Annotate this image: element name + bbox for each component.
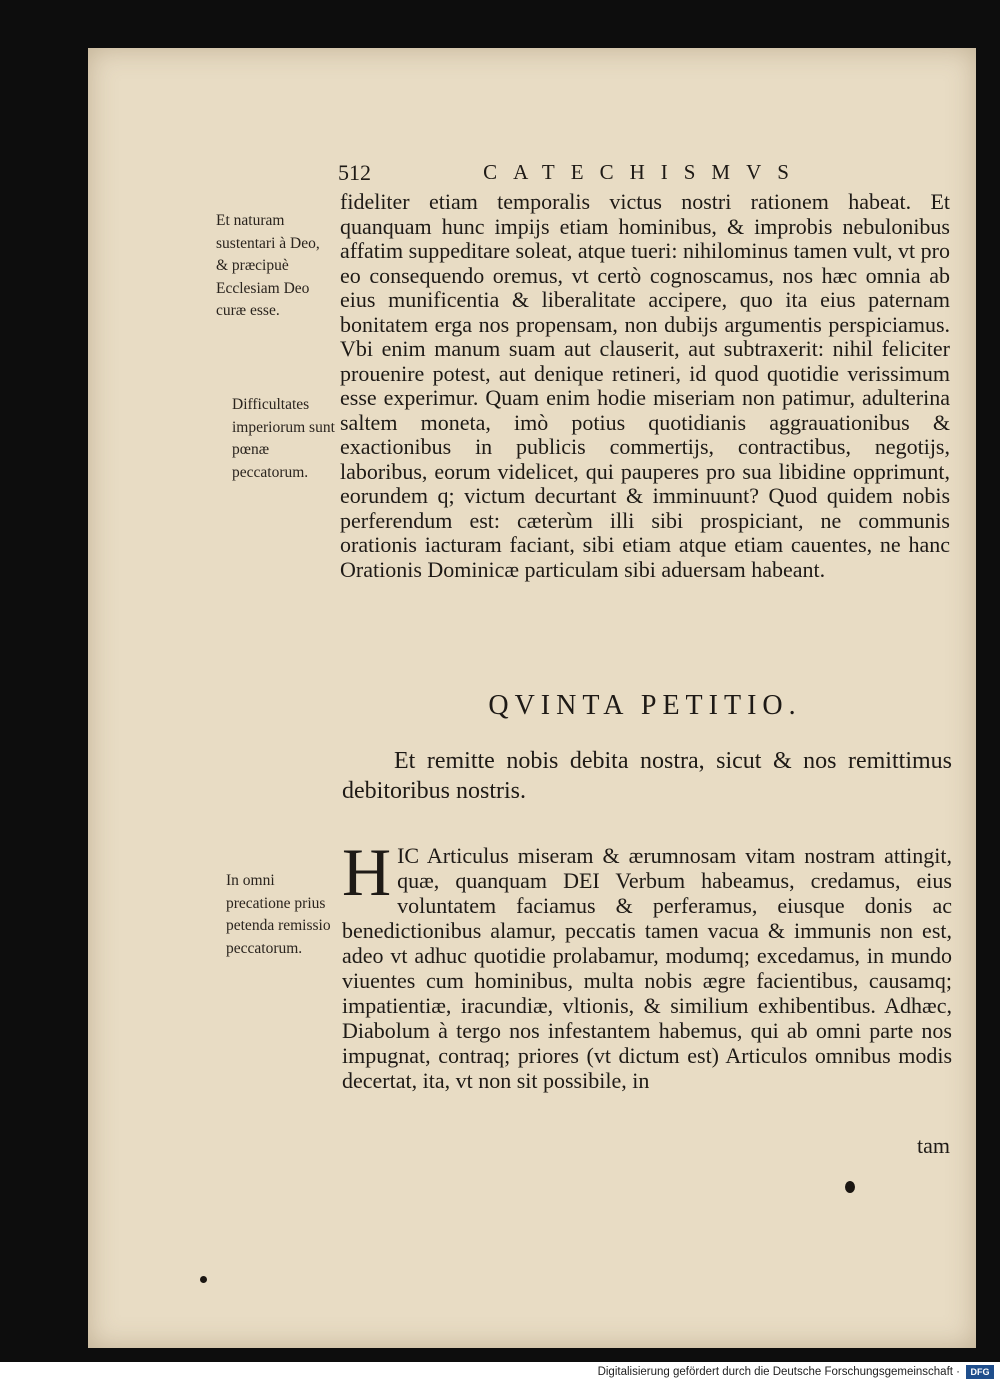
body-paragraph-2 <box>342 834 952 1093</box>
margin-note-3: In omni precatione prius petenda remissio peccatorum. <box>226 872 331 957</box>
page-header <box>338 160 950 190</box>
drop-cap-initial: H <box>342 834 392 910</box>
body-paragraph-2-text: IC Articulus miseram & ærumnosam vitam nostram attingit, quæ, quanquam DEI Verbum habeamus, credamus, eius voluntatem faciamus & perferamus, eiusque donis ac benedictionibus alamur, peccatis tamen vacua & immunis non est, adeo vt adhuc quotidie prolabamur, modumq; excedamus, in mundo viuentes cum hominibus, multa nobis ægre facientibus, causamq; impatientiæ, iracundiæ, vltionis, & similium exhibentibus. Adhæc, Diabolum à tergo nos infestantem habemus, qui ab omni parte nos impugnat, contraq; priores (vt dictum est) Articulos omnibus modis decertat, ita, vt non sit possibile, in <box>342 843 952 1093</box>
page-number: 512 <box>338 160 371 185</box>
catchword: tam <box>917 1133 950 1158</box>
margin-note-1: Et naturam sustentari à Deo, & præcipuè Ecclesiam Deo curæ esse. <box>216 212 320 319</box>
digitization-footer <box>0 1362 1000 1384</box>
ink-spot <box>200 1276 207 1283</box>
section-title: QVINTA PETITIO. <box>488 690 802 721</box>
margin-note-2: Difficultates imperiorum sunt pœnæ peccatorum. <box>232 396 335 481</box>
footer-credit: Digitalisierung gefördert durch die Deutsche Forschungsgemeinschaft · <box>597 1366 960 1378</box>
dfg-logo-icon: DFG <box>966 1365 994 1379</box>
ink-spot <box>845 1181 855 1193</box>
body-paragraph-1: fideliter etiam temporalis victus nostri rationem habeat. Et quanquam hunc impijs etiam hominibus, & improbis nebulonibus affatim suppeditare soleat, atque tueri: nihilominus tamen vult, vt pro eo consequendo oremus, vt certò cognoscamus, nos hæc omnia ab eius munificentia & liberalitate accipere, quo ita eius paternam bonitatem erga nos propensam, non dubijs argumentis perspiciamus. Vbi enim manum suam aut clauserit, aut subtraxerit: nihil feliciter prouenire potest, aut denique retineri, id quod quotidie verissimum esse experimur. Quam enim hodie miseriam non patimur, adulterina saltem moneta, imò potius quotidianis aggrauationibus & exactionibus in publicis commertijs, contractibus, negotijs, laboribus, eorum videlicet, qui pauperes pro sua libidine opprimunt, eorundem q; victum decurtant & imminuunt? Quod quidem nobis perferendum est: cæterùm illi sibi prospiciant, ne communis orationis iacturam faciant, sibi etiam atque etiam cauentes, ne hanc Orationis Dominicæ particulam sibi aduersam habeant. <box>340 189 950 582</box>
running-title: CATECHISMVS <box>483 160 805 184</box>
prayer-text: Et remitte nobis debita nostra, sicut & nos remittimus debitoribus nostris. <box>342 748 952 804</box>
